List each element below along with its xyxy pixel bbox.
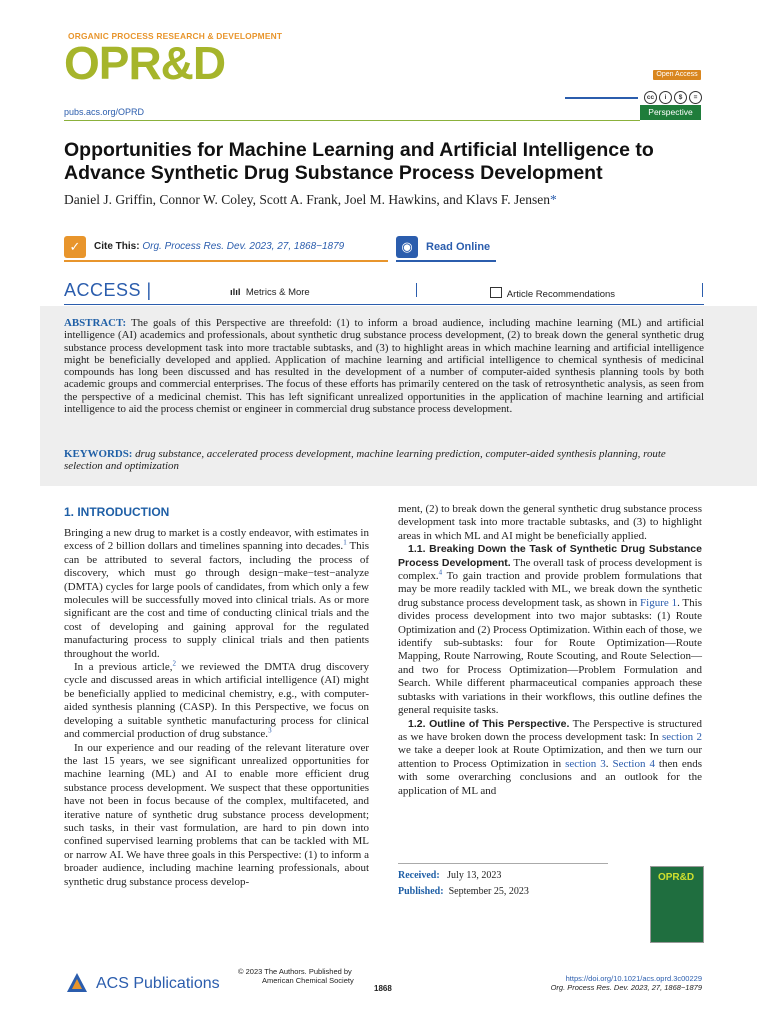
cc-icon: cc <box>644 91 657 104</box>
open-access-badge: Open Access <box>653 70 701 80</box>
corresponding-author-mark[interactable]: * <box>550 192 557 207</box>
access-label: ACCESS | <box>64 280 152 300</box>
read-online-underline <box>396 260 496 262</box>
abstract-text: The goals of this Perspective are threefold: (1) to inform a broad audience, including machine learning (ML) and artificial intelligence (AI) academics and professionals, about synthetic drug substance process development, (2) to break down the general synthetic drug substance process development task into more tractable subtasks, and (3) to highlight areas in which machine learning and artificial intelligence might be beneficially developed and applied. Application of machine learning and artificial intelligence to chemical synthesis of medicinal compounds has long been discussed and has resulted in the development of a number of computer-aided synthesis planning tools by both academic groups and commercial enterprises. The focus of these efforts has primarily centered on the task of retrosynthetic analysis, as seen from the perspective of a medicinal chemist. This has left significant unrealized opportunities in the application of machine learning and artificial intelligence to aid the process chemist or engineer in commercial drug substance process development. <box>64 317 704 416</box>
published-date: September 25, 2023 <box>448 886 529 897</box>
access-rule <box>64 304 704 305</box>
bar-chart-icon: ılıl <box>230 287 241 298</box>
cite-reference[interactable]: Org. Process Res. Dev. 2023, 27, 1868−1879 <box>142 241 345 252</box>
ref-link[interactable]: 4 <box>438 568 443 577</box>
section-link[interactable]: Section 4 <box>612 757 655 770</box>
received-label: Received: <box>398 870 440 881</box>
right-column <box>398 503 702 798</box>
header-rule <box>64 120 640 121</box>
copyright: © 2023 The Authors. Published by American Chemical Society <box>238 967 354 985</box>
subsection-heading: 1.1. Breaking Down the Task of Synthetic Drug Substance Process Development. <box>398 543 702 569</box>
cite-underline <box>64 260 388 262</box>
doi-link[interactable]: https://doi.org/10.1021/acs.oprd.3c00229 <box>565 974 702 983</box>
document-icon <box>490 287 502 298</box>
authors-text[interactable]: Daniel J. Griffin, Connor W. Coley, Scott A. Frank, Joel M. Hawkins, and Klavs F. Jensen <box>64 192 551 207</box>
cc-nc-icon: $ <box>674 91 687 104</box>
page-number: 1868 <box>374 984 392 993</box>
doi-block <box>540 974 702 992</box>
left-column <box>64 527 369 889</box>
open-access-rule <box>565 97 638 99</box>
paragraph: 1.1. Breaking Down the Task of Synthetic Drug Substance Process Development. The overall task of process development is complex.$^4$ To gain traction and provide problem formulations that may be more readily tackled with ML, we break down the synthetic drug substance process development task, as shown in Figure 1. This divides process development into two major subtasks: (1) Route Optimization and (2) Process Optimization. Within each of those, we identify sub-subtasks: four for Route Optimization—Route Mapping, Route Narrowing, Route Scouting, and Route Selection—and two for Process Optimization—Problem Formulation and Search. While different pharmaceutical companies approach these subtasks with variations in their workflows, this outline defines the general requisite tasks. <box>398 543 702 717</box>
article-recommendations-link[interactable]: Article Recommendations <box>490 287 615 300</box>
figure-link[interactable]: Figure 1 <box>640 596 678 609</box>
cite-label: Cite This: <box>94 241 140 252</box>
subsection-heading: 1.2. Outline of This Perspective. <box>408 717 570 730</box>
keywords <box>64 448 704 473</box>
abstract-label: ABSTRACT: <box>64 317 127 329</box>
cite-this[interactable] <box>94 241 344 252</box>
footer-citation: Org. Process Res. Dev. 2023, 27, 1868−1879 <box>550 983 702 992</box>
cc-license-icons[interactable] <box>644 86 704 104</box>
cc-nd-icon: = <box>689 91 702 104</box>
keywords-label: KEYWORDS: <box>64 448 133 460</box>
journal-logo[interactable]: OPR&D <box>64 37 226 89</box>
journal-url-link[interactable]: pubs.acs.org/OPRD <box>64 107 145 117</box>
paragraph: 1.2. Outline of This Perspective. The Perspective is structured as we have broken down the process development task: In section 2 we take a deeper look at Route Optimization, and then we turn our attention to Process Optimization in section 3. Section 4 then ends with some overarching conclusions and an outlook for the application of ML and <box>398 717 702 797</box>
cover-logo: OPR&D <box>657 872 695 883</box>
cite-check-icon[interactable]: ✓ <box>64 236 86 258</box>
journal-subtitle: ORGANIC PROCESS RESEARCH & DEVELOPMENT <box>68 31 283 41</box>
globe-icon[interactable]: ◉ <box>396 236 418 258</box>
article-dates <box>398 868 529 900</box>
section-badge: Perspective <box>640 105 701 120</box>
read-online-link[interactable]: Read Online <box>426 241 491 253</box>
ref-link[interactable]: 3 <box>268 726 272 735</box>
access-divider <box>416 283 417 297</box>
published-label: Published: <box>398 886 444 897</box>
access-divider <box>702 283 703 297</box>
section-heading: 1. INTRODUCTION <box>64 505 170 519</box>
paragraph: In a previous article,$^2$ we reviewed the DMTA drug discovery cycle and discussed areas in which artificial intelligence (AI) might be beneficially applied to medicinal chemistry, e.g., with computer-aided synthesis planning (CASP). In this Perspective, we focus on developing a suitable synthetic manufacturing process for clinical and commercial production of drug substance.$^3$ <box>64 659 369 741</box>
dates-rule <box>398 863 608 864</box>
acs-logo-icon[interactable] <box>66 972 88 994</box>
paragraph: ment, (2) to break down the general synthetic drug substance process development task into more tractable subtasks, and (3) to highlight areas in which ML and AI might be beneficially applied. <box>398 503 702 542</box>
received-date: July 13, 2023 <box>447 870 502 881</box>
paragraph: Bringing a new drug to market is a costly endeavor, with estimates in excess of 2 billion dollars and timelines spanning into decades.$^1$ This can be attributed to several factors, including the process of discovery, which must go through design−make−test−analyze (DMTA) cycles for large pools of candidates, from which only a few molecules will be successfully moved into clinical trials. As or more significant are the cost and time of conducting clinical trials and the cost of developing and gaining approval for the regulated manufacturing process to supply clinical trials and then patients throughout the world. <box>64 527 369 660</box>
acs-publications-logo[interactable]: ACS Publications <box>96 975 220 992</box>
ref-link[interactable]: 2 <box>172 659 176 668</box>
metrics-more-link[interactable]: ılıl Metrics & More <box>230 287 310 298</box>
keywords-text: drug substance, accelerated process development, machine learning prediction, computer-aided synthesis planning, route selection and optimization <box>64 448 666 473</box>
ref-link[interactable]: 1 <box>343 538 347 547</box>
author-list <box>64 192 557 208</box>
article-title: Opportunities for Machine Learning and Artificial Intelligence to Advance Synthetic Drug Substance Process Development <box>64 139 654 184</box>
paragraph: In our experience and our reading of the relevant literature over the last 15 years, we see significant unrealized opportunities for machine learning (ML) and AI to enable more efficient drug substance process development. We suspect that these opportunities have not been in focus because of the complex, multifaceted, and iterative nature of synthetic drug substance process development; such tasks, in their vast formulation, are hard to pin down into confined supervised learning problems that can be tackled with ML or narrow AI. We have three goals in this Perspective: (1) to inform a broader audience, including machine learning professionals, about synthetic drug substance process develop- <box>64 741 369 888</box>
cc-by-icon: i <box>659 91 672 104</box>
abstract <box>64 317 704 415</box>
section-link[interactable]: section 3 <box>565 757 606 770</box>
section-link[interactable]: section 2 <box>662 730 702 743</box>
